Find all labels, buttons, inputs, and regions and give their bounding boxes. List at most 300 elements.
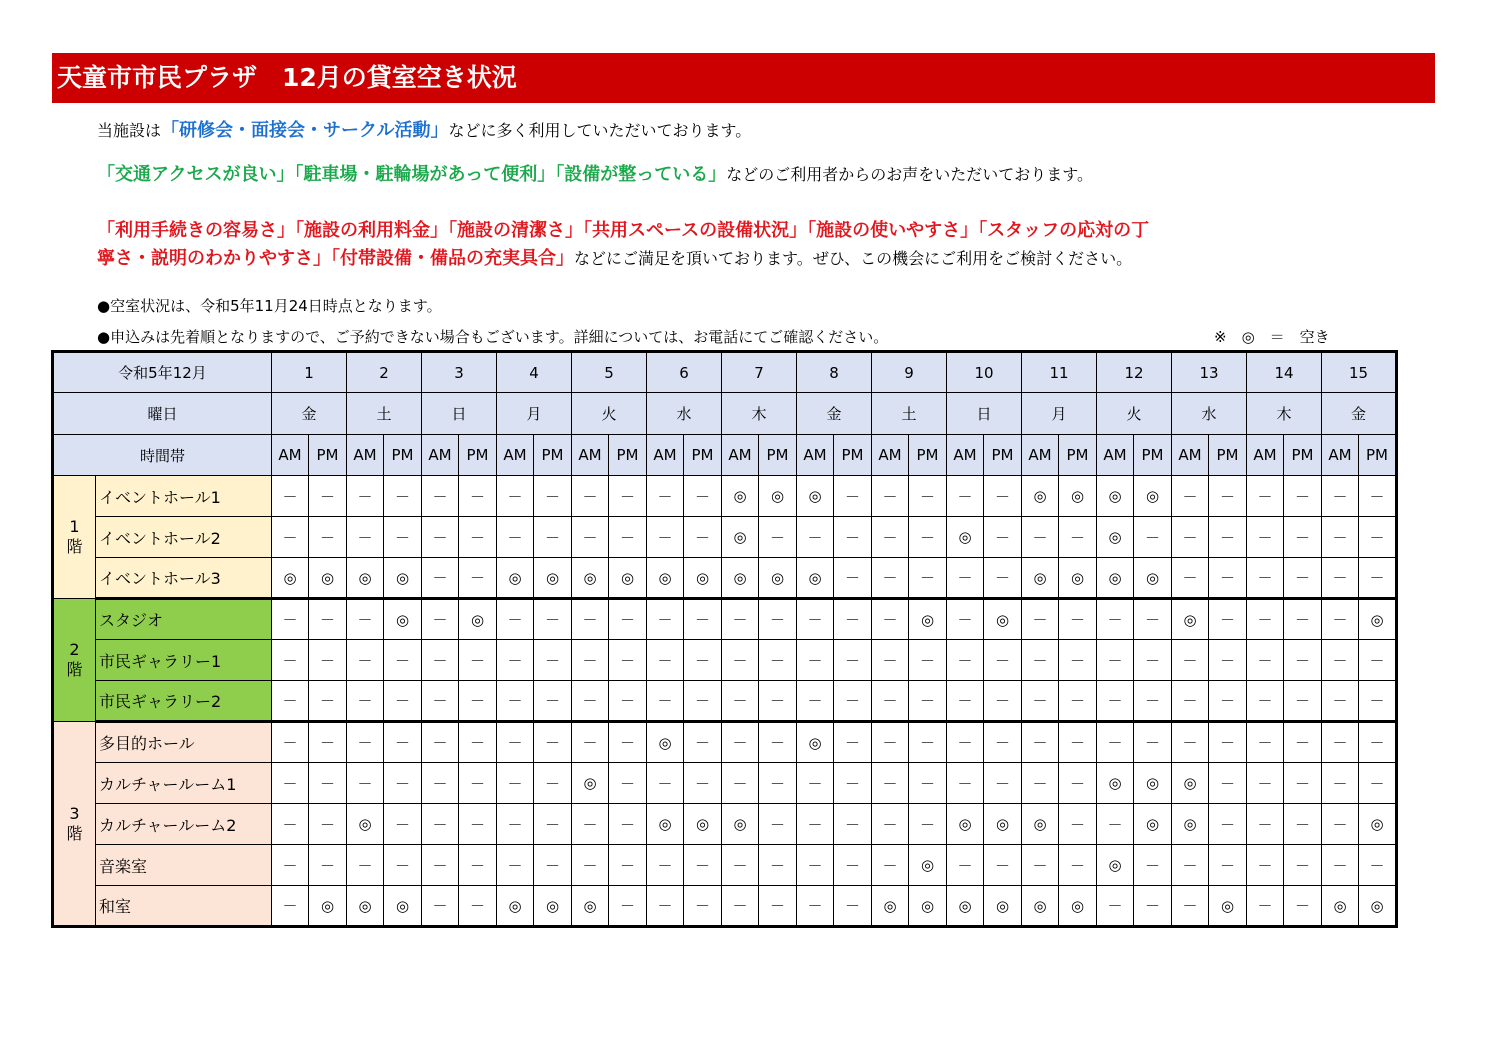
- slot-unavailable: －: [309, 804, 347, 845]
- slot-unavailable: －: [1284, 517, 1322, 558]
- slot-available: ◎: [609, 558, 647, 599]
- slot-unavailable: －: [1022, 763, 1059, 804]
- table-row: [53, 640, 1397, 681]
- slot-unavailable: －: [834, 517, 872, 558]
- slot-available: ◎: [684, 804, 722, 845]
- slot-unavailable: －: [797, 804, 834, 845]
- slot-unavailable: －: [909, 476, 947, 517]
- slot-unavailable: －: [834, 681, 872, 722]
- slot-unavailable: －: [1059, 599, 1097, 640]
- slot-available: ◎: [872, 886, 909, 927]
- slot-unavailable: －: [1059, 845, 1097, 886]
- slot-unavailable: －: [909, 640, 947, 681]
- slot-unavailable: －: [984, 517, 1022, 558]
- intro-line1-highlight: 「研修会・面接会・サークル活動」: [161, 120, 449, 141]
- slot-available: ◎: [722, 804, 759, 845]
- am-header: AM: [422, 435, 459, 476]
- slot-unavailable: －: [1172, 886, 1209, 927]
- slot-unavailable: －: [1322, 476, 1359, 517]
- slot-unavailable: －: [609, 804, 647, 845]
- am-header: AM: [647, 435, 684, 476]
- slot-unavailable: －: [459, 804, 497, 845]
- slot-available: ◎: [309, 558, 347, 599]
- pm-header: PM: [1359, 435, 1397, 476]
- slot-unavailable: －: [872, 845, 909, 886]
- slot-unavailable: －: [309, 763, 347, 804]
- slot-available: ◎: [534, 558, 572, 599]
- slot-unavailable: －: [422, 640, 459, 681]
- table-row: [53, 845, 1397, 886]
- slot-unavailable: －: [684, 763, 722, 804]
- day-number: 9: [872, 352, 947, 393]
- slot-available: ◎: [984, 599, 1022, 640]
- slot-available: ◎: [572, 763, 609, 804]
- slot-unavailable: －: [1322, 845, 1359, 886]
- slot-available: ◎: [909, 599, 947, 640]
- am-header: AM: [572, 435, 609, 476]
- slot-unavailable: －: [497, 599, 534, 640]
- slot-unavailable: －: [459, 722, 497, 763]
- slot-unavailable: －: [459, 517, 497, 558]
- slot-unavailable: －: [647, 599, 684, 640]
- slot-available: ◎: [797, 722, 834, 763]
- slot-unavailable: －: [422, 886, 459, 927]
- day-number: 12: [1097, 352, 1172, 393]
- slot-available: ◎: [647, 558, 684, 599]
- room-name: 音楽室: [96, 845, 272, 886]
- floor-label: 2 階: [53, 599, 96, 722]
- slot-unavailable: －: [272, 763, 309, 804]
- slot-unavailable: －: [1134, 599, 1172, 640]
- slot-available: ◎: [497, 558, 534, 599]
- slot-unavailable: －: [1022, 599, 1059, 640]
- intro-line-1: [97, 116, 751, 142]
- slot-unavailable: －: [459, 558, 497, 599]
- pm-header: PM: [759, 435, 797, 476]
- slot-unavailable: －: [797, 640, 834, 681]
- pm-header: PM: [384, 435, 422, 476]
- slot-unavailable: －: [1209, 681, 1247, 722]
- availability-table: [51, 350, 1398, 928]
- slot-unavailable: －: [834, 640, 872, 681]
- slot-unavailable: －: [497, 517, 534, 558]
- slot-unavailable: －: [309, 476, 347, 517]
- am-header: AM: [1172, 435, 1209, 476]
- slot-available: ◎: [759, 558, 797, 599]
- slot-unavailable: －: [834, 599, 872, 640]
- weekday: 日: [422, 393, 497, 435]
- slot-unavailable: －: [1359, 845, 1397, 886]
- slot-unavailable: －: [909, 558, 947, 599]
- slot-available: ◎: [722, 558, 759, 599]
- slot-unavailable: －: [422, 599, 459, 640]
- slot-unavailable: －: [272, 886, 309, 927]
- pm-header: PM: [1209, 435, 1247, 476]
- intro-line3-highlight: 「利用手続きの容易さ」「施設の利用料金」「施設の清潔さ」「共用スペースの設備状況」「施設の使いやすさ」「スタッフの応対の丁: [97, 220, 1150, 241]
- room-name: 和室: [96, 886, 272, 927]
- weekday: 月: [497, 393, 572, 435]
- slot-unavailable: －: [1022, 640, 1059, 681]
- slot-unavailable: －: [647, 476, 684, 517]
- slot-available: ◎: [1059, 886, 1097, 927]
- table-row: [53, 558, 1397, 599]
- slot-available: ◎: [947, 517, 984, 558]
- slot-unavailable: －: [1247, 845, 1284, 886]
- slot-unavailable: －: [1247, 517, 1284, 558]
- slot-unavailable: －: [309, 722, 347, 763]
- weekday: 木: [722, 393, 797, 435]
- slot-unavailable: －: [572, 681, 609, 722]
- am-header: AM: [347, 435, 384, 476]
- slot-unavailable: －: [309, 517, 347, 558]
- slot-unavailable: －: [947, 558, 984, 599]
- weekday-label: 曜日: [53, 393, 272, 435]
- slot-unavailable: －: [647, 640, 684, 681]
- weekday: 木: [1247, 393, 1322, 435]
- slot-unavailable: －: [609, 640, 647, 681]
- slot-unavailable: －: [534, 681, 572, 722]
- slot-available: ◎: [797, 476, 834, 517]
- day-number: 13: [1172, 352, 1247, 393]
- slot-unavailable: －: [722, 845, 759, 886]
- table-row: [53, 681, 1397, 722]
- slot-unavailable: －: [272, 722, 309, 763]
- slot-unavailable: －: [309, 681, 347, 722]
- slot-unavailable: －: [1247, 804, 1284, 845]
- page-title: 天童市市民プラザ 12月の貸室空き状況: [52, 53, 1435, 103]
- slot-unavailable: －: [1209, 599, 1247, 640]
- room-name: イベントホール2: [96, 517, 272, 558]
- slot-unavailable: －: [1059, 804, 1097, 845]
- note-availability-date: ●空室状況は、令和5年11月24日時点となります。: [97, 297, 442, 315]
- slot-available: ◎: [909, 845, 947, 886]
- slot-available: ◎: [1134, 804, 1172, 845]
- room-name: イベントホール3: [96, 558, 272, 599]
- slot-unavailable: －: [1359, 517, 1397, 558]
- slot-unavailable: －: [459, 681, 497, 722]
- slot-unavailable: －: [1172, 517, 1209, 558]
- slot-unavailable: －: [384, 804, 422, 845]
- slot-unavailable: －: [1247, 599, 1284, 640]
- header-row-timeslots: [53, 435, 1397, 476]
- am-header: AM: [797, 435, 834, 476]
- slot-unavailable: －: [1359, 558, 1397, 599]
- slot-unavailable: －: [797, 763, 834, 804]
- slot-unavailable: －: [1172, 640, 1209, 681]
- slot-unavailable: －: [872, 599, 909, 640]
- slot-unavailable: －: [384, 681, 422, 722]
- slot-unavailable: －: [1247, 640, 1284, 681]
- slot-unavailable: －: [347, 722, 384, 763]
- slot-available: ◎: [1134, 558, 1172, 599]
- slot-unavailable: －: [497, 640, 534, 681]
- slot-unavailable: －: [534, 517, 572, 558]
- weekday: 水: [647, 393, 722, 435]
- floor-label: 3 階: [53, 722, 96, 927]
- slot-unavailable: －: [272, 640, 309, 681]
- slot-unavailable: －: [1284, 681, 1322, 722]
- slot-unavailable: －: [834, 476, 872, 517]
- slot-unavailable: －: [1359, 722, 1397, 763]
- slot-unavailable: －: [572, 517, 609, 558]
- slot-unavailable: －: [759, 640, 797, 681]
- pm-header: PM: [834, 435, 872, 476]
- month-label: 令和5年12月: [53, 352, 272, 393]
- slot-unavailable: －: [1172, 845, 1209, 886]
- slot-unavailable: －: [909, 804, 947, 845]
- slot-unavailable: －: [384, 722, 422, 763]
- slot-unavailable: －: [872, 681, 909, 722]
- slot-unavailable: －: [272, 845, 309, 886]
- intro-line4-post: などにご満足を頂いております。ぜひ、この機会にご利用をご検討ください。: [574, 249, 1133, 268]
- room-name: 市民ギャラリー1: [96, 640, 272, 681]
- pm-header: PM: [609, 435, 647, 476]
- slot-unavailable: －: [572, 722, 609, 763]
- slot-unavailable: －: [684, 886, 722, 927]
- slot-unavailable: －: [1172, 681, 1209, 722]
- slot-unavailable: －: [1359, 681, 1397, 722]
- slot-unavailable: －: [1209, 763, 1247, 804]
- slot-available: ◎: [572, 886, 609, 927]
- slot-unavailable: －: [984, 845, 1022, 886]
- pm-header: PM: [1134, 435, 1172, 476]
- table-row: [53, 722, 1397, 763]
- slot-unavailable: －: [1284, 599, 1322, 640]
- slot-unavailable: －: [309, 845, 347, 886]
- slot-unavailable: －: [1322, 763, 1359, 804]
- slot-unavailable: －: [384, 517, 422, 558]
- weekday: 火: [1097, 393, 1172, 435]
- slot-available: ◎: [384, 599, 422, 640]
- slot-available: ◎: [309, 886, 347, 927]
- slot-available: ◎: [1097, 476, 1134, 517]
- slot-unavailable: －: [309, 640, 347, 681]
- slot-unavailable: －: [984, 476, 1022, 517]
- am-header: AM: [497, 435, 534, 476]
- slot-unavailable: －: [759, 763, 797, 804]
- slot-unavailable: －: [1134, 845, 1172, 886]
- slot-available: ◎: [722, 517, 759, 558]
- slot-unavailable: －: [497, 804, 534, 845]
- slot-unavailable: －: [722, 640, 759, 681]
- slot-unavailable: －: [684, 599, 722, 640]
- slot-unavailable: －: [834, 558, 872, 599]
- slot-unavailable: －: [947, 681, 984, 722]
- slot-unavailable: －: [1322, 681, 1359, 722]
- slot-available: ◎: [1097, 763, 1134, 804]
- slot-unavailable: －: [1097, 722, 1134, 763]
- am-header: AM: [272, 435, 309, 476]
- room-name: 市民ギャラリー2: [96, 681, 272, 722]
- weekday: 土: [872, 393, 947, 435]
- slot-unavailable: －: [947, 599, 984, 640]
- day-number: 14: [1247, 352, 1322, 393]
- slot-available: ◎: [384, 558, 422, 599]
- am-header: AM: [1247, 435, 1284, 476]
- slot-unavailable: －: [422, 845, 459, 886]
- slot-available: ◎: [497, 886, 534, 927]
- slot-unavailable: －: [684, 517, 722, 558]
- slot-unavailable: －: [347, 476, 384, 517]
- room-name: カルチャールーム1: [96, 763, 272, 804]
- slot-available: ◎: [1022, 558, 1059, 599]
- slot-unavailable: －: [872, 640, 909, 681]
- slot-unavailable: －: [1247, 476, 1284, 517]
- slot-unavailable: －: [759, 804, 797, 845]
- slot-unavailable: －: [422, 763, 459, 804]
- slot-unavailable: －: [1284, 763, 1322, 804]
- slot-unavailable: －: [909, 763, 947, 804]
- slot-unavailable: －: [272, 517, 309, 558]
- am-header: AM: [1022, 435, 1059, 476]
- slot-unavailable: －: [797, 845, 834, 886]
- slot-available: ◎: [984, 886, 1022, 927]
- slot-unavailable: －: [1097, 804, 1134, 845]
- day-number: 2: [347, 352, 422, 393]
- pm-header: PM: [534, 435, 572, 476]
- intro-line-4: [97, 244, 1132, 270]
- slot-unavailable: －: [759, 722, 797, 763]
- slot-unavailable: －: [384, 640, 422, 681]
- slot-unavailable: －: [872, 804, 909, 845]
- intro-line1-pre: 当施設は: [97, 121, 162, 140]
- slot-unavailable: －: [684, 845, 722, 886]
- slot-unavailable: －: [609, 763, 647, 804]
- slot-unavailable: －: [872, 517, 909, 558]
- intro-line2-highlight: 「交通アクセスが良い」「駐車場・駐輪場があって便利」「設備が整っている」: [97, 164, 727, 185]
- slot-available: ◎: [1134, 476, 1172, 517]
- slot-available: ◎: [459, 599, 497, 640]
- slot-unavailable: －: [384, 845, 422, 886]
- slot-unavailable: －: [1359, 763, 1397, 804]
- slot-unavailable: －: [534, 599, 572, 640]
- slot-unavailable: －: [497, 681, 534, 722]
- slot-unavailable: －: [1022, 517, 1059, 558]
- weekday: 金: [1322, 393, 1397, 435]
- slot-unavailable: －: [534, 845, 572, 886]
- slot-unavailable: －: [872, 476, 909, 517]
- slot-unavailable: －: [609, 845, 647, 886]
- slot-available: ◎: [1022, 476, 1059, 517]
- weekday: 金: [272, 393, 347, 435]
- table-row: [53, 804, 1397, 845]
- intro-line-2: [97, 160, 1093, 186]
- slot-unavailable: －: [1359, 476, 1397, 517]
- slot-available: ◎: [759, 476, 797, 517]
- slot-unavailable: －: [647, 886, 684, 927]
- pm-header: PM: [309, 435, 347, 476]
- slot-available: ◎: [722, 476, 759, 517]
- slot-unavailable: －: [797, 681, 834, 722]
- slot-available: ◎: [647, 722, 684, 763]
- slot-unavailable: －: [647, 681, 684, 722]
- slot-available: ◎: [572, 558, 609, 599]
- room-name: イベントホール1: [96, 476, 272, 517]
- header-row-days: [53, 352, 1397, 393]
- slot-unavailable: －: [1284, 804, 1322, 845]
- slot-unavailable: －: [1322, 599, 1359, 640]
- slot-available: ◎: [1059, 558, 1097, 599]
- slot-unavailable: －: [497, 763, 534, 804]
- slot-unavailable: －: [422, 681, 459, 722]
- slot-unavailable: －: [909, 681, 947, 722]
- day-number: 1: [272, 352, 347, 393]
- slot-unavailable: －: [1322, 517, 1359, 558]
- day-number: 6: [647, 352, 722, 393]
- slot-available: ◎: [534, 886, 572, 927]
- slot-unavailable: －: [347, 763, 384, 804]
- day-number: 4: [497, 352, 572, 393]
- slot-available: ◎: [909, 886, 947, 927]
- slot-unavailable: －: [1022, 845, 1059, 886]
- slot-available: ◎: [1097, 517, 1134, 558]
- slot-unavailable: －: [984, 722, 1022, 763]
- header-row-weekdays: [53, 393, 1397, 435]
- slot-unavailable: －: [984, 681, 1022, 722]
- slot-unavailable: －: [1059, 517, 1097, 558]
- slot-unavailable: －: [609, 722, 647, 763]
- slot-unavailable: －: [1284, 640, 1322, 681]
- slot-unavailable: －: [909, 722, 947, 763]
- slot-available: ◎: [947, 886, 984, 927]
- slot-unavailable: －: [609, 476, 647, 517]
- note-first-come: ●申込みは先着順となりますので、ご予約できない場合もございます。詳細については、お電話にてご確認ください。: [97, 328, 889, 346]
- slot-unavailable: －: [272, 476, 309, 517]
- slot-unavailable: －: [1209, 476, 1247, 517]
- slot-unavailable: －: [647, 845, 684, 886]
- slot-available: ◎: [1359, 599, 1397, 640]
- slot-unavailable: －: [947, 476, 984, 517]
- slot-unavailable: －: [1209, 845, 1247, 886]
- slot-unavailable: －: [572, 476, 609, 517]
- slot-unavailable: －: [1134, 640, 1172, 681]
- slot-unavailable: －: [1284, 886, 1322, 927]
- slot-available: ◎: [797, 558, 834, 599]
- table-row: [53, 476, 1397, 517]
- weekday: 金: [797, 393, 872, 435]
- slot-unavailable: －: [947, 845, 984, 886]
- slot-unavailable: －: [384, 476, 422, 517]
- slot-unavailable: －: [834, 722, 872, 763]
- slot-unavailable: －: [1134, 517, 1172, 558]
- slot-unavailable: －: [347, 517, 384, 558]
- day-number: 15: [1322, 352, 1397, 393]
- slot-unavailable: －: [459, 640, 497, 681]
- slot-unavailable: －: [834, 845, 872, 886]
- slot-unavailable: －: [272, 681, 309, 722]
- slot-unavailable: －: [1359, 640, 1397, 681]
- slot-unavailable: －: [534, 640, 572, 681]
- intro-line1-post: などに多く利用していただいております。: [448, 121, 752, 140]
- weekday: 日: [947, 393, 1022, 435]
- slot-unavailable: －: [422, 722, 459, 763]
- slot-unavailable: －: [797, 886, 834, 927]
- slot-unavailable: －: [1134, 886, 1172, 927]
- slot-unavailable: －: [609, 886, 647, 927]
- slot-unavailable: －: [272, 804, 309, 845]
- slot-unavailable: －: [684, 476, 722, 517]
- slot-available: ◎: [1359, 886, 1397, 927]
- slot-unavailable: －: [834, 804, 872, 845]
- slot-unavailable: －: [834, 886, 872, 927]
- slot-unavailable: －: [1059, 640, 1097, 681]
- slot-unavailable: －: [534, 722, 572, 763]
- slot-available: ◎: [1172, 599, 1209, 640]
- slot-unavailable: －: [834, 763, 872, 804]
- am-header: AM: [947, 435, 984, 476]
- slot-unavailable: －: [422, 517, 459, 558]
- slot-available: ◎: [1097, 845, 1134, 886]
